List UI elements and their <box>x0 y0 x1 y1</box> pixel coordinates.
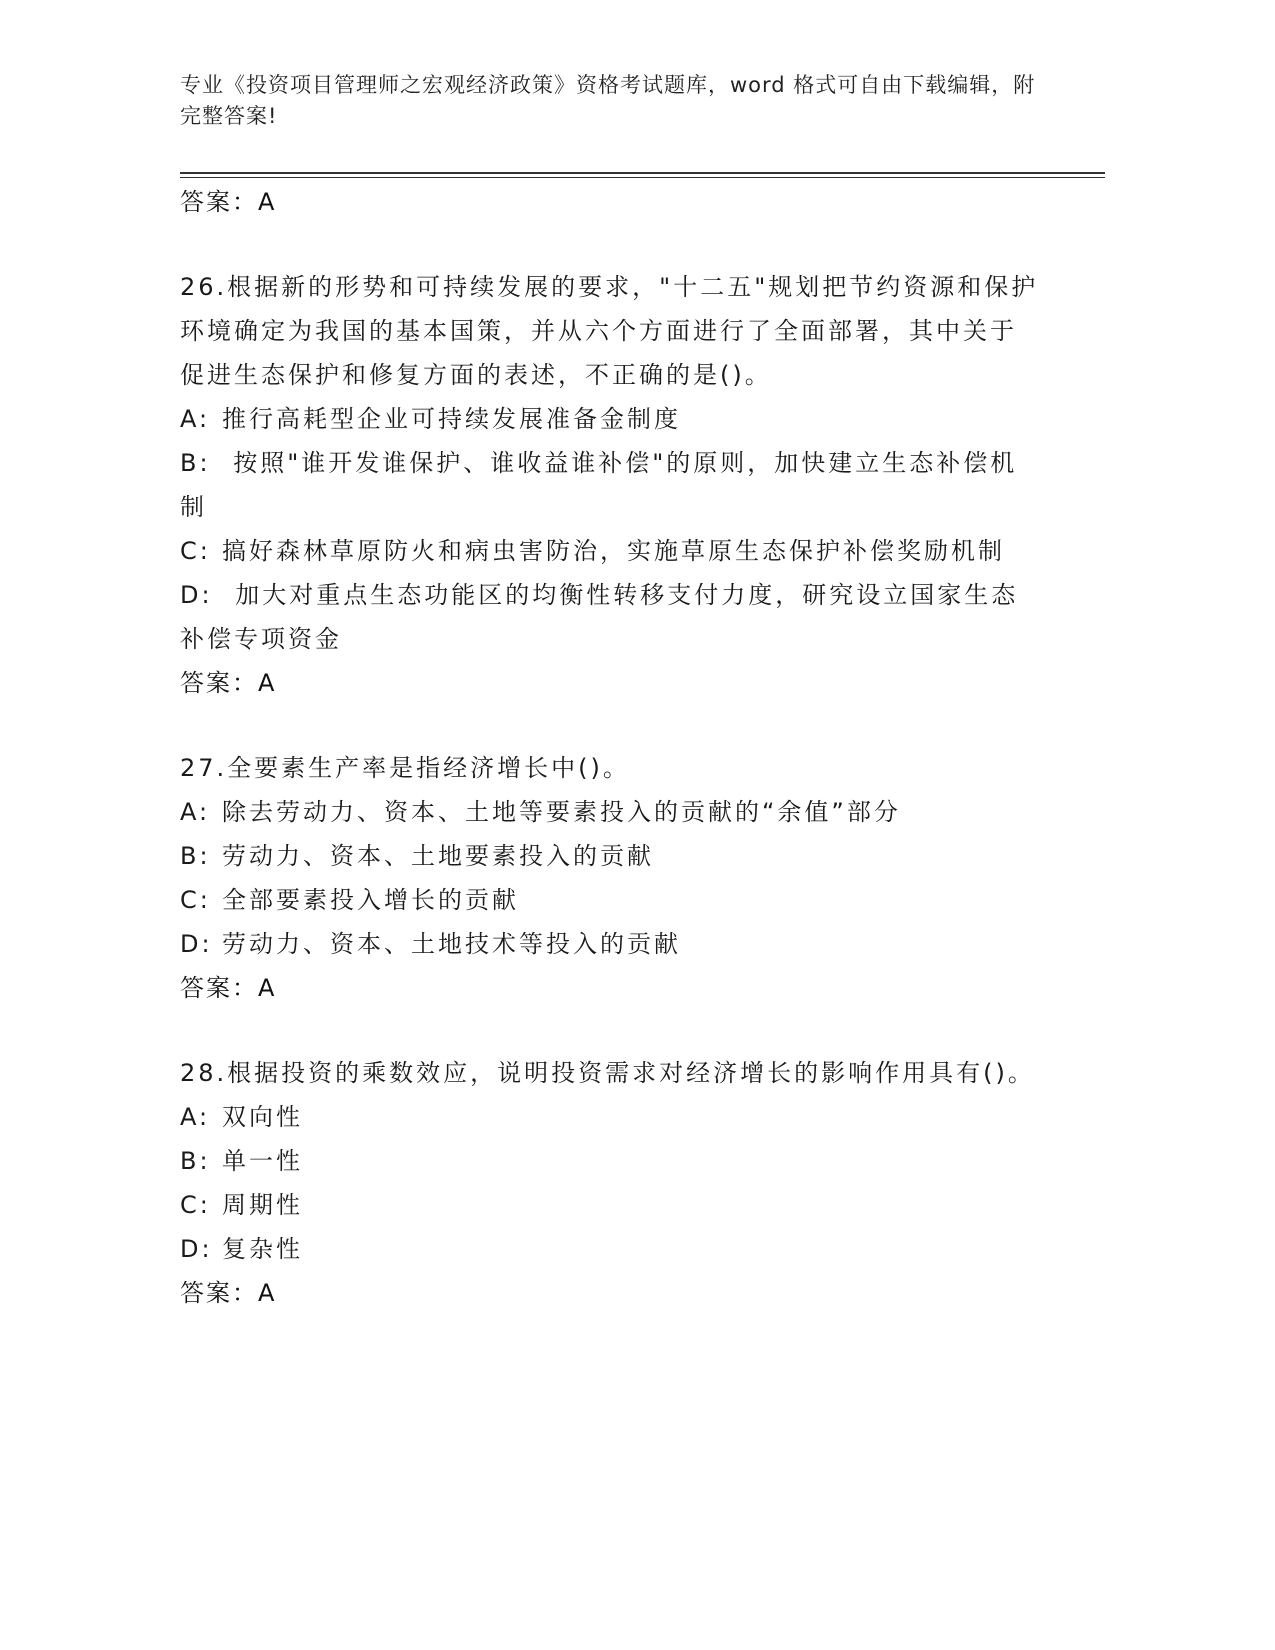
option-d <box>180 573 1040 661</box>
option-key: A: <box>180 1103 211 1131</box>
option-d <box>180 922 1040 966</box>
previous-answer: 答案：A <box>180 188 277 216</box>
question-26 <box>180 265 1040 705</box>
option-a <box>180 790 1040 834</box>
option-key: D: <box>180 930 213 958</box>
question-28 <box>180 1051 1040 1315</box>
question-stem: 27.全要素生产率是指经济增长中()。 <box>180 754 630 782</box>
option-text: 劳动力、资本、土地技术等投入的贡献 <box>222 930 681 958</box>
option-key: D: <box>180 1235 213 1263</box>
option-text: 全部要素投入增长的贡献 <box>222 886 519 914</box>
option-key: B: <box>180 1147 211 1175</box>
question-list <box>180 180 1040 1315</box>
option-key: B: <box>180 842 211 870</box>
option-b <box>180 834 1040 878</box>
option-key: C: <box>180 886 211 914</box>
option-text: 除去劳动力、资本、土地等要素投入的贡献的“余值”部分 <box>222 798 901 826</box>
answer-line: 答案：A <box>180 974 277 1002</box>
option-c <box>180 1183 1040 1227</box>
option-a <box>180 1095 1040 1139</box>
option-key: A: <box>180 798 211 826</box>
option-d <box>180 1227 1040 1271</box>
question-stem: 26.根据新的形势和可持续发展的要求，"十二五"规划把节约资源和保护环境确定为我国的基本国策，并从六个方面进行了全面部署，其中关于促进生态保护和修复方面的表述，不正确的是()。 <box>180 273 1039 389</box>
option-text: 单一性 <box>222 1147 303 1175</box>
answer-line: 答案：A <box>180 1279 277 1307</box>
option-text: 搞好森林草原防火和病虫害防治，实施草原生态保护补偿奖励机制 <box>222 537 1005 565</box>
option-text: 劳动力、资本、土地要素投入的贡献 <box>222 842 654 870</box>
option-key: B: <box>180 449 211 477</box>
option-c <box>180 878 1040 922</box>
option-text: 双向性 <box>222 1103 303 1131</box>
option-b <box>180 1139 1040 1183</box>
option-key: A: <box>180 405 211 433</box>
option-text: 按照"谁开发谁保护、谁收益谁补偿"的原则，加快建立生态补偿机制 <box>180 449 1018 521</box>
option-text: 周期性 <box>222 1191 303 1219</box>
option-key: D: <box>180 581 213 609</box>
option-key: C: <box>180 1191 211 1219</box>
option-text: 推行高耗型企业可持续发展准备金制度 <box>222 405 681 433</box>
option-text: 加大对重点生态功能区的均衡性转移支付力度，研究设立国家生态补偿专项资金 <box>180 581 1019 653</box>
option-b <box>180 441 1040 529</box>
header-divider-thin <box>180 177 1105 178</box>
header-divider-thick <box>180 172 1105 174</box>
option-key: C: <box>180 537 211 565</box>
question-27 <box>180 746 1040 1010</box>
option-text: 复杂性 <box>222 1235 303 1263</box>
question-stem: 28.根据投资的乘数效应，说明投资需求对经济增长的影响作用具有()。 <box>180 1059 1035 1087</box>
answer-line: 答案：A <box>180 669 277 697</box>
option-a <box>180 397 1040 441</box>
document-header: 专业《投资项目管理师之宏观经济政策》资格考试题库，word 格式可自由下载编辑，附完整答案! <box>180 73 1036 128</box>
option-c <box>180 529 1040 573</box>
